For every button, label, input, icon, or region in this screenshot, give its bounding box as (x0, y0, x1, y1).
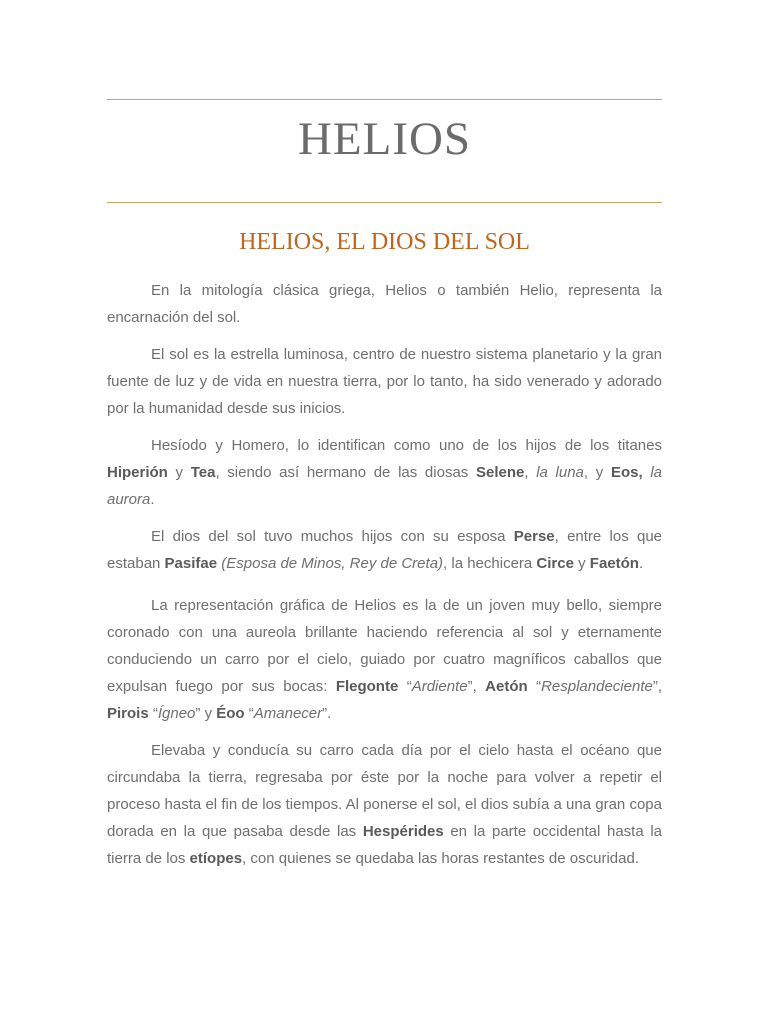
emphasis-bold: Aetón (485, 678, 528, 695)
text-run: y (573, 555, 590, 572)
text-run: ” y (195, 705, 217, 722)
text-run: . (150, 491, 155, 508)
emphasis-italic: la luna (536, 464, 584, 481)
text-run: “ (527, 678, 542, 695)
text-run: , la hechicera (443, 555, 537, 572)
text-run: , entre los que estaban (107, 528, 662, 572)
emphasis-bold: Eos, (610, 464, 643, 481)
page-title: HELIOS (297, 113, 472, 165)
paragraph-journey (107, 737, 662, 872)
bottom-divider (107, 202, 662, 203)
text-run: En la mitología clásica griega, Helios o también Helio, representa la encarnación del sol. (107, 282, 662, 326)
emphasis-bold: Pasifae (164, 555, 218, 572)
text-run: La representación gráfica de Helios es la de un joven muy bello, siempre coronado con una aureola brillante haciendo referencia al sol y eternamente conduciendo un carro por el cielo, guiado por cuatro magníficos caballos que expulsan fuego por sus bocas: (107, 597, 662, 695)
emphasis-bold: Tea (190, 464, 216, 481)
paragraph-parents (107, 432, 662, 513)
text-run: . (638, 555, 644, 572)
text-run: , (524, 464, 537, 481)
text-run: y (167, 464, 191, 481)
paragraph-sun (107, 341, 662, 422)
text-run: El sol es la estrella luminosa, centro de nuestro sistema planetario y la gran fuente de luz y de vida en nuestra tierra, por lo tanto, ha sido venerado y adorado por la humanidad desde sus inicios. (107, 346, 662, 417)
text-run: ”, (467, 678, 486, 695)
paragraph-intro (107, 277, 662, 331)
article-body (107, 277, 662, 882)
emphasis-bold: Hiperión (107, 464, 168, 481)
emphasis-italic: Ígneo (157, 705, 196, 722)
text-run: en la parte occidental hasta la tierra de los (107, 823, 662, 867)
emphasis-bold: Selene (475, 464, 525, 481)
emphasis-bold: Pirois (107, 705, 149, 722)
text-run: , con quienes se quedaba las horas restantes de oscuridad. (242, 850, 639, 867)
text-run: “ (148, 705, 158, 722)
text-run: ”. (322, 705, 332, 722)
emphasis-italic: la aurora (107, 464, 662, 508)
emphasis-italic: Resplandeciente (541, 678, 653, 695)
section-heading: HELIOS, EL DIOS DEL SOL (239, 229, 530, 255)
text-run: , siendo así hermano de las diosas (215, 464, 476, 481)
paragraph-children (107, 523, 662, 577)
emphasis-bold: Flegonte (335, 678, 399, 695)
emphasis-bold: Perse (513, 528, 555, 545)
text-run: “ (398, 678, 412, 695)
emphasis-bold: Faetón (589, 555, 639, 572)
text-run: , y (583, 464, 611, 481)
paragraph-representation (107, 592, 662, 727)
emphasis-bold: Hespérides (362, 823, 444, 840)
text-run: El dios del sol tuvo muchos hijos con su esposa (151, 528, 514, 545)
emphasis-bold: Circe (536, 555, 574, 572)
emphasis-italic: Ardiente (411, 678, 468, 695)
text-run: Hesíodo y Homero, lo identifican como uno de los hijos de los titanes (151, 437, 662, 454)
text-run: Elevaba y conducía su carro cada día por el cielo hasta el océano que circundaba la tierra, regresaba por éste por la noche para volver a repetir el proceso hasta el fin de los tiempos. Al ponerse el sol, el dios subía a una gran copa dorada en la que pasaba desde las (107, 742, 662, 840)
top-divider (107, 99, 662, 100)
emphasis-bold: etíopes (189, 850, 243, 867)
emphasis-italic: (Esposa de Minos, Rey de Creta) (221, 555, 444, 572)
emphasis-bold: Éoo (216, 705, 245, 722)
text-run: ”, (652, 678, 662, 695)
emphasis-italic: Amanecer (253, 705, 323, 722)
text-run: “ (244, 705, 254, 722)
